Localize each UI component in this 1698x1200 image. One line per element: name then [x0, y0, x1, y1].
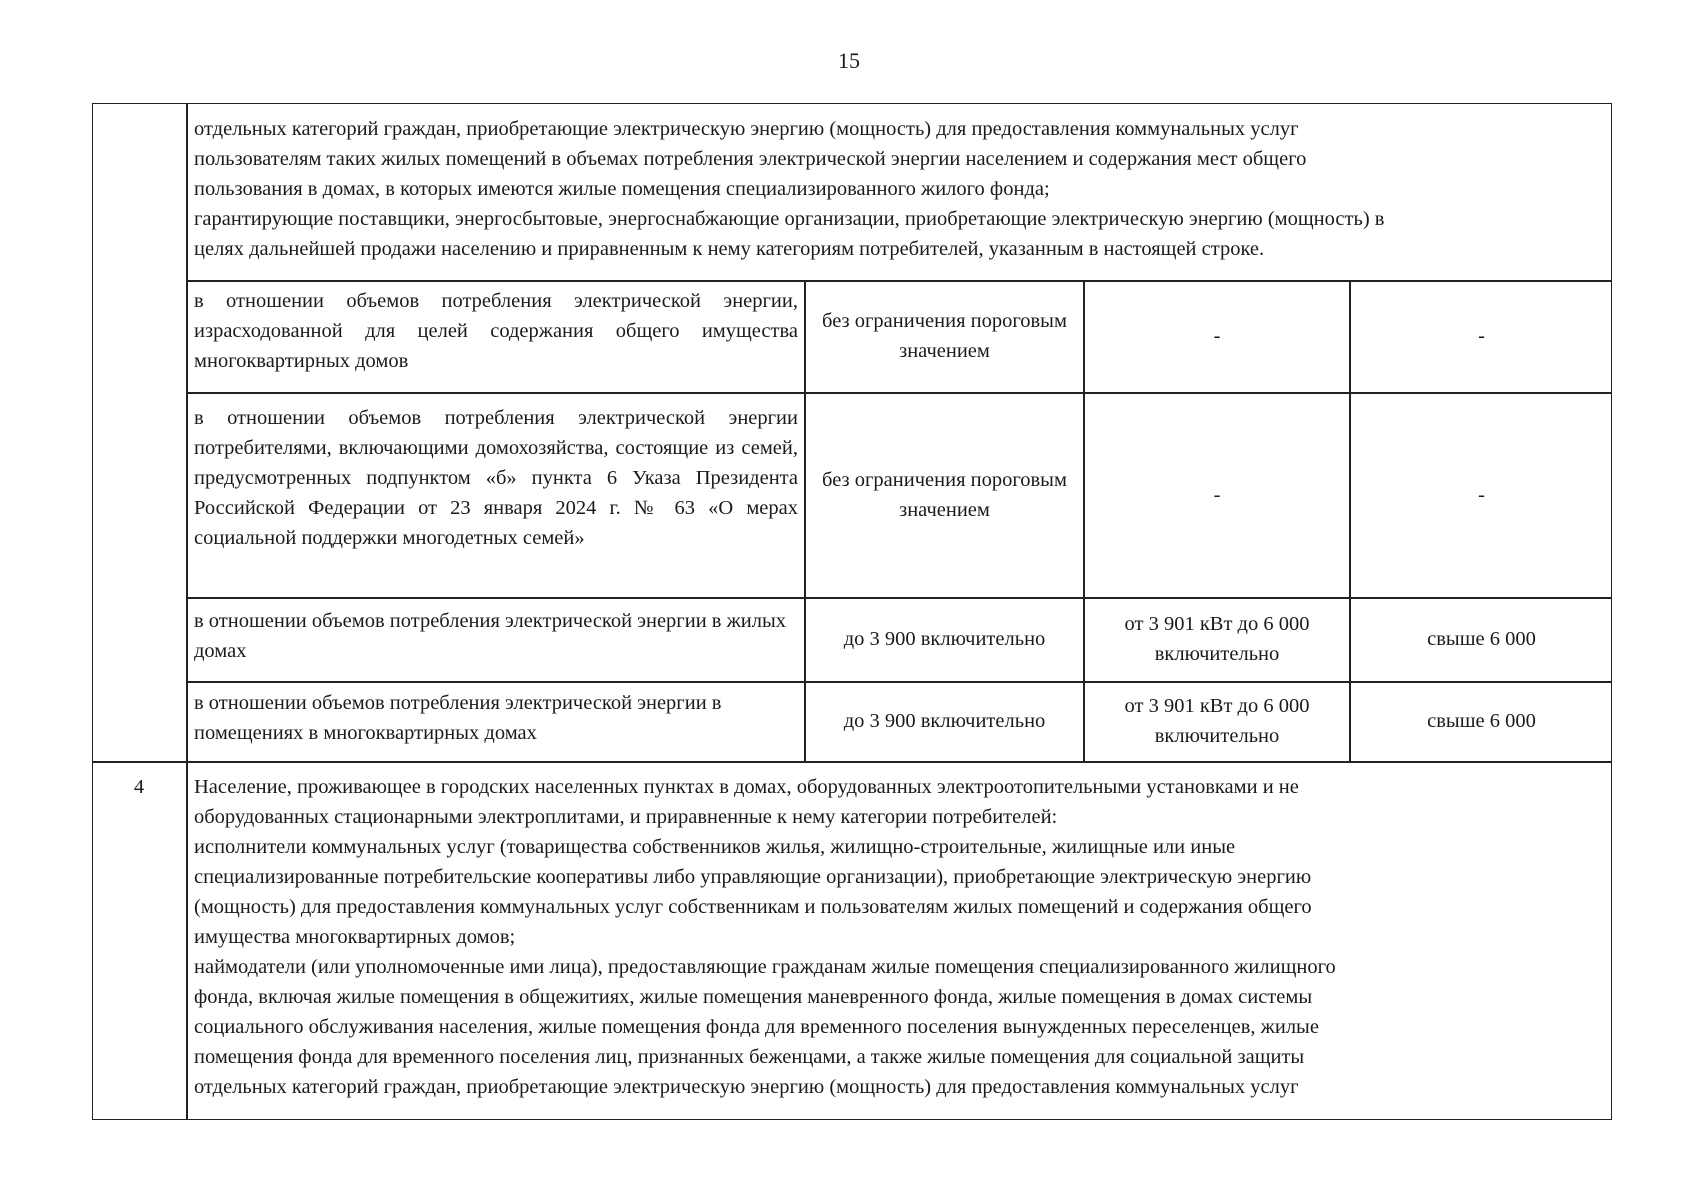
- text-line: специализированные потребительские кооперативы либо управляющие организации), приобретающие электрическую энергию: [194, 866, 1312, 888]
- row-description: в отношении объемов потребления электрической энергии в жилых домах: [194, 610, 786, 662]
- page-number: 15: [838, 48, 860, 73]
- table-top-border: [92, 103, 1612, 104]
- text-line: отдельных категорий граждан, приобретающие электрическую энергию (мощность) для предоставления коммунальных услуг: [194, 1076, 1299, 1098]
- range-cell: свыше 6 000: [1427, 710, 1536, 732]
- range-cell: без ограничения пороговым значением: [822, 468, 1067, 521]
- text-line: целях дальнейшей продажи населению и приравненным к нему категориям потребителей, указанным в настоящей строке.: [194, 238, 1265, 260]
- text-line: исполнители коммунальных услуг (товарищества собственников жилья, жилищно-строительные, жилищные или иные: [194, 836, 1236, 858]
- section-text: [194, 772, 1608, 1102]
- text-line: пользования в домах, в которых имеются жилые помещения специализированного жилого фонда;: [194, 178, 1050, 200]
- text-line: помещения фонда для временного поселения лиц, признанных беженцами, а также жилые помещения для социальной защиты: [194, 1046, 1305, 1068]
- row-description: в отношении объемов потребления электрической энергии, израсходованной для целей содержания общего имущества многоквартирных домов: [194, 290, 798, 372]
- text-line: оборудованных стационарными электроплитами, и приравненные к нему категории потребителей:: [194, 806, 1058, 828]
- section-divider: [92, 761, 1612, 763]
- range-cell: свыше 6 000: [1427, 628, 1536, 650]
- section-number: 4: [133, 776, 145, 798]
- text-line: имущества многоквартирных домов;: [194, 926, 516, 948]
- text-line: фонда, включая жилые помещения в общежитиях, жилые помещения маневренного фонда, жилые помещения в домах системы: [194, 986, 1313, 1008]
- text-line: гарантирующие поставщики, энергосбытовые, энергоснабжающие организации, приобретающие электрическую энергию (мощность) в: [194, 208, 1385, 230]
- row-description: в отношении объемов потребления электрической энергии в помещениях в многоквартирных домах: [194, 692, 722, 744]
- range-cell: от 3 901 кВт до 6 000 включительно: [1124, 695, 1310, 747]
- text-line: наймодатели (или уполномоченные ими лица), предоставляющие гражданам жилые помещения специализированного жилищного: [194, 956, 1336, 978]
- range-cell: -: [1478, 325, 1485, 347]
- range-cell: до 3 900 включительно: [843, 710, 1046, 732]
- range-cell: -: [1478, 483, 1485, 506]
- text-line: социального обслуживания населения, жилые помещения фонда для временного поселения вынужденных переселенцев, жилые: [194, 1016, 1319, 1038]
- continuation-text: [194, 114, 1608, 264]
- text-line: Население, проживающее в городских населенных пунктах в домах, оборудованных электроотопительными установками и не: [194, 776, 1299, 798]
- range-cell: до 3 900 включительно: [843, 628, 1046, 650]
- text-line: (мощность) для предоставления коммунальных услуг собственникам и пользователям жилых помещений и содержания общего: [194, 896, 1312, 918]
- number-column-divider: [186, 103, 188, 1120]
- text-line: пользователям таких жилых помещений в объемах потребления электрической энергии населением и содержания мест общего: [194, 148, 1307, 170]
- range-cell: от 3 901 кВт до 6 000 включительно: [1124, 613, 1310, 665]
- range-cell: -: [1213, 483, 1221, 506]
- range-cell: -: [1213, 325, 1221, 347]
- text-line: отдельных категорий граждан, приобретающие электрическую энергию (мощность) для предоставления коммунальных услуг: [194, 118, 1299, 140]
- range-cell: без ограничения пороговым значением: [822, 310, 1067, 362]
- row-description: в отношении объемов потребления электрической энергии потребителями, включающими домохозяйства, состоящие из семей, предусмотренных подпунктом «б» пункта 6 Указа Президента Российской Федерации от 23 января 2024 г. № 63 «О мерах социальной поддержки многодетных семей»: [194, 407, 798, 549]
